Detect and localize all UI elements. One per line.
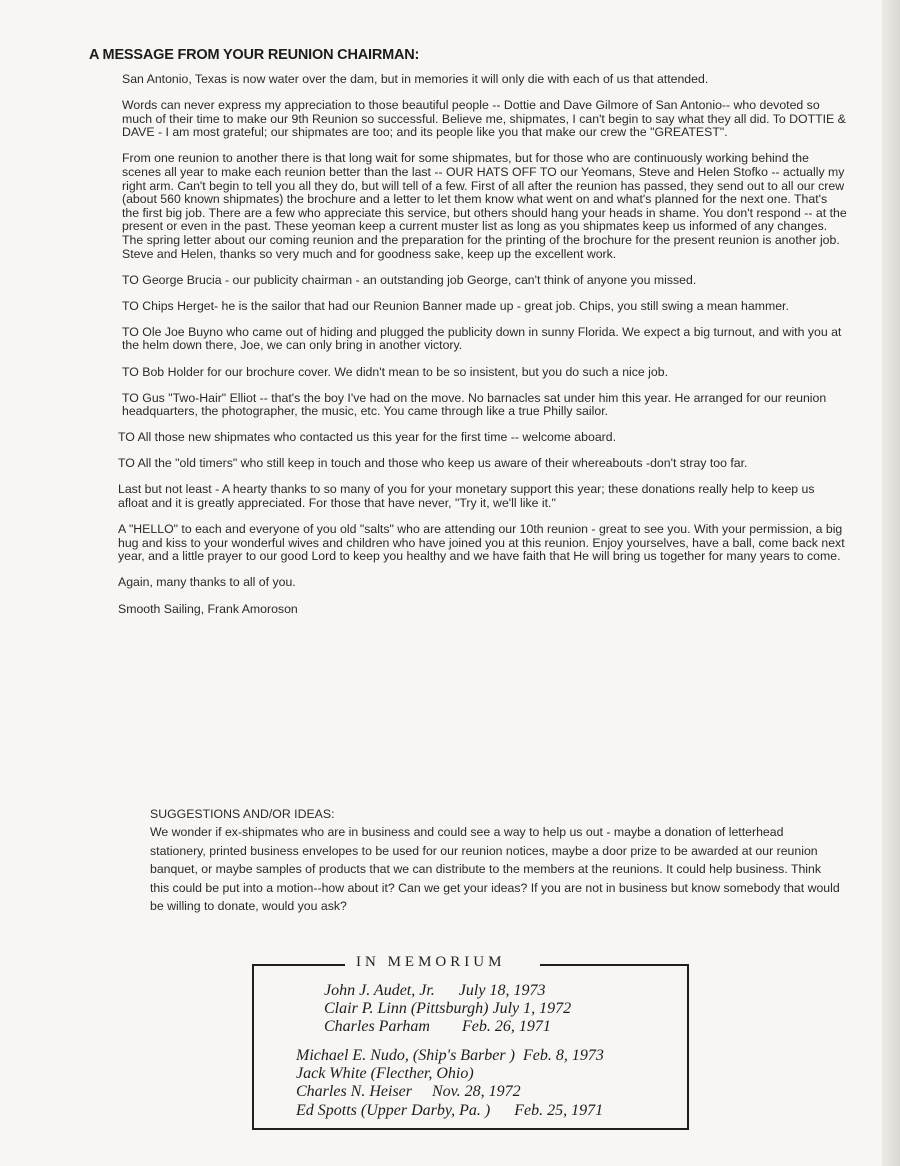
- memorium-date: Nov. 28, 1972: [432, 1083, 521, 1101]
- paragraph: TO All the "old timers" who still keep in touch and those who keep us aware of their whereabouts -don't stray too far.: [118, 456, 748, 471]
- paragraph: From one reunion to another there is that long wait for some shipmates, but for those who are continuously working behind the scenes all year to make each reunion better than the last -- OUR HATS OFF TO our Yeomans, Steve and Helen Stofko -- actually my right arm. Can't begin to tell you all they do, but will tell of a few. First of all after the reunion has passed, they send out to all our crew (about 560 known shipmates) the brochure and a letter to let them know what went on and what's planned for the next one. That's the first big job. There are a few who appreciate this service, but others should hang your heads in shame. You don't respond -- at the present or even in the past. These yeoman keep a current muster list as long as you shipmates keep us informed of any changes. The spring letter about our coming reunion and the preparation for the printing of the brochure for the present reunion is another job. Steve and Helen, thanks so very much and for goodness sake, keep up the excellent work.: [122, 151, 847, 261]
- memorium-entry: [324, 982, 571, 1000]
- memorium-entry: [324, 1018, 571, 1036]
- paragraph: TO Chips Herget- he is the sailor that had our Reunion Banner made up - great job. Chips, you still swing a mean hammer.: [122, 298, 789, 313]
- paragraph: TO George Brucia - our publicity chairman - an outstanding job George, can't think of anyone you missed.: [122, 272, 697, 287]
- closing-line: Again, many thanks to all of you.: [118, 575, 296, 590]
- page-edge-shadow: [882, 0, 900, 1166]
- memorium-date: Feb. 25, 1971: [514, 1101, 604, 1119]
- letter-body: [118, 72, 847, 629]
- memorium-list-top: [324, 982, 571, 1037]
- memorium-name: Jack White (Flecther, Ohio): [296, 1065, 474, 1083]
- paragraph: Last but not least - A hearty thanks to so many of you for your monetary support this year; these donations really help to keep us afloat and it is greatly appreciated. For those that have never, "Try it, we'll like it.": [118, 482, 815, 511]
- paragraph: TO Bob Holder for our brochure cover. We didn't mean to be so insistent, but you do such a nice job.: [122, 364, 668, 379]
- memorium-list-bottom: [296, 1047, 604, 1120]
- memorium-entry: [296, 1065, 604, 1083]
- memorium-entry: [296, 1102, 604, 1120]
- paragraph: TO Gus "Two-Hair" Elliot -- that's the boy I've had on the move. No barnacles sat under him this year. He arranged for our reunion headquarters, the photographer, the music, etc. You came through like a true Philly sailor.: [122, 390, 827, 419]
- memorium-name: Ed Spotts (Upper Darby, Pa. ): [296, 1101, 491, 1119]
- memorium-date: Feb. 26, 1971: [461, 1018, 551, 1036]
- memorium-name: Michael E. Nudo, (Ship's Barber ): [296, 1047, 515, 1064]
- suggestions-text: We wonder if ex-shipmates who are in business and could see a way to help us out - maybe a donation of letterhead stationery, printed business envelopes to be used for our reunion notices, maybe a door prize to be awarded at our reunion banquet, or maybe samples of products that we can distribute to the members at the reunions. It could help business. Think this could be put into a motion--how about it? Can we get your ideas? If you are not in business but know somebody that would be willing to donate, would you ask?: [150, 825, 840, 914]
- memorium-name: Clair P. Linn (Pittsburgh): [324, 1000, 489, 1018]
- memorium-name: Charles Parham: [324, 1018, 430, 1036]
- memorium-date: July 1, 1972: [492, 1000, 572, 1018]
- memorium-title: IN MEMORIUM: [356, 954, 506, 970]
- memorium-name: John J. Audet, Jr.: [324, 982, 435, 999]
- memorium-date: July 18, 1973: [458, 982, 546, 999]
- page-title: A MESSAGE FROM YOUR REUNION CHAIRMAN:: [89, 47, 420, 63]
- suggestions-section: [150, 805, 840, 915]
- paragraph: San Antonio, Texas is now water over the dam, but in memories it will only die with each of us that attended.: [122, 72, 709, 86]
- memorium-entry: [296, 1083, 604, 1101]
- paragraph: TO All those new shipmates who contacted us this year for the first time -- welcome aboard.: [118, 430, 617, 445]
- suggestions-title: SUGGESTIONS AND/OR IDEAS:: [150, 807, 335, 821]
- memorium-name: Charles N. Heiser: [296, 1083, 412, 1101]
- paragraph: Words can never express my appreciation to those beautiful people -- Dottie and Dave Gilmore of San Antonio-- who devoted so much of their time to make our 9th Reunion so successful. Believe me, shipmates, I can't begin to say what they all did. To DOTTIE & DAVE - I am most grateful; our shipmates are too; and its people like you that make our crew the "GREATEST".: [122, 98, 846, 140]
- signature-line: Smooth Sailing, Frank Amoroson: [118, 601, 298, 616]
- memorium-entry: [296, 1047, 604, 1065]
- paragraph: A "HELLO" to each and everyone of you old "salts" who are attending our 10th reunion - great to see you. With your permission, a big hug and kiss to your wonderful wives and children who have joined you at this reunion. Enjoy yourselves, have a ball, come back next year, and a little prayer to our good Lord to keep you healthy and we have faith that He will bring us together for many years to come.: [118, 522, 845, 564]
- memorium-date: Feb. 8, 1973: [522, 1047, 604, 1064]
- memorium-entry: [324, 1000, 571, 1018]
- paragraph: TO Ole Joe Buyno who came out of hiding and plugged the publicity down in sunny Florida. We expect a big turnout, and with you at the helm down there, Joe, we can only bring in another victory.: [122, 324, 842, 353]
